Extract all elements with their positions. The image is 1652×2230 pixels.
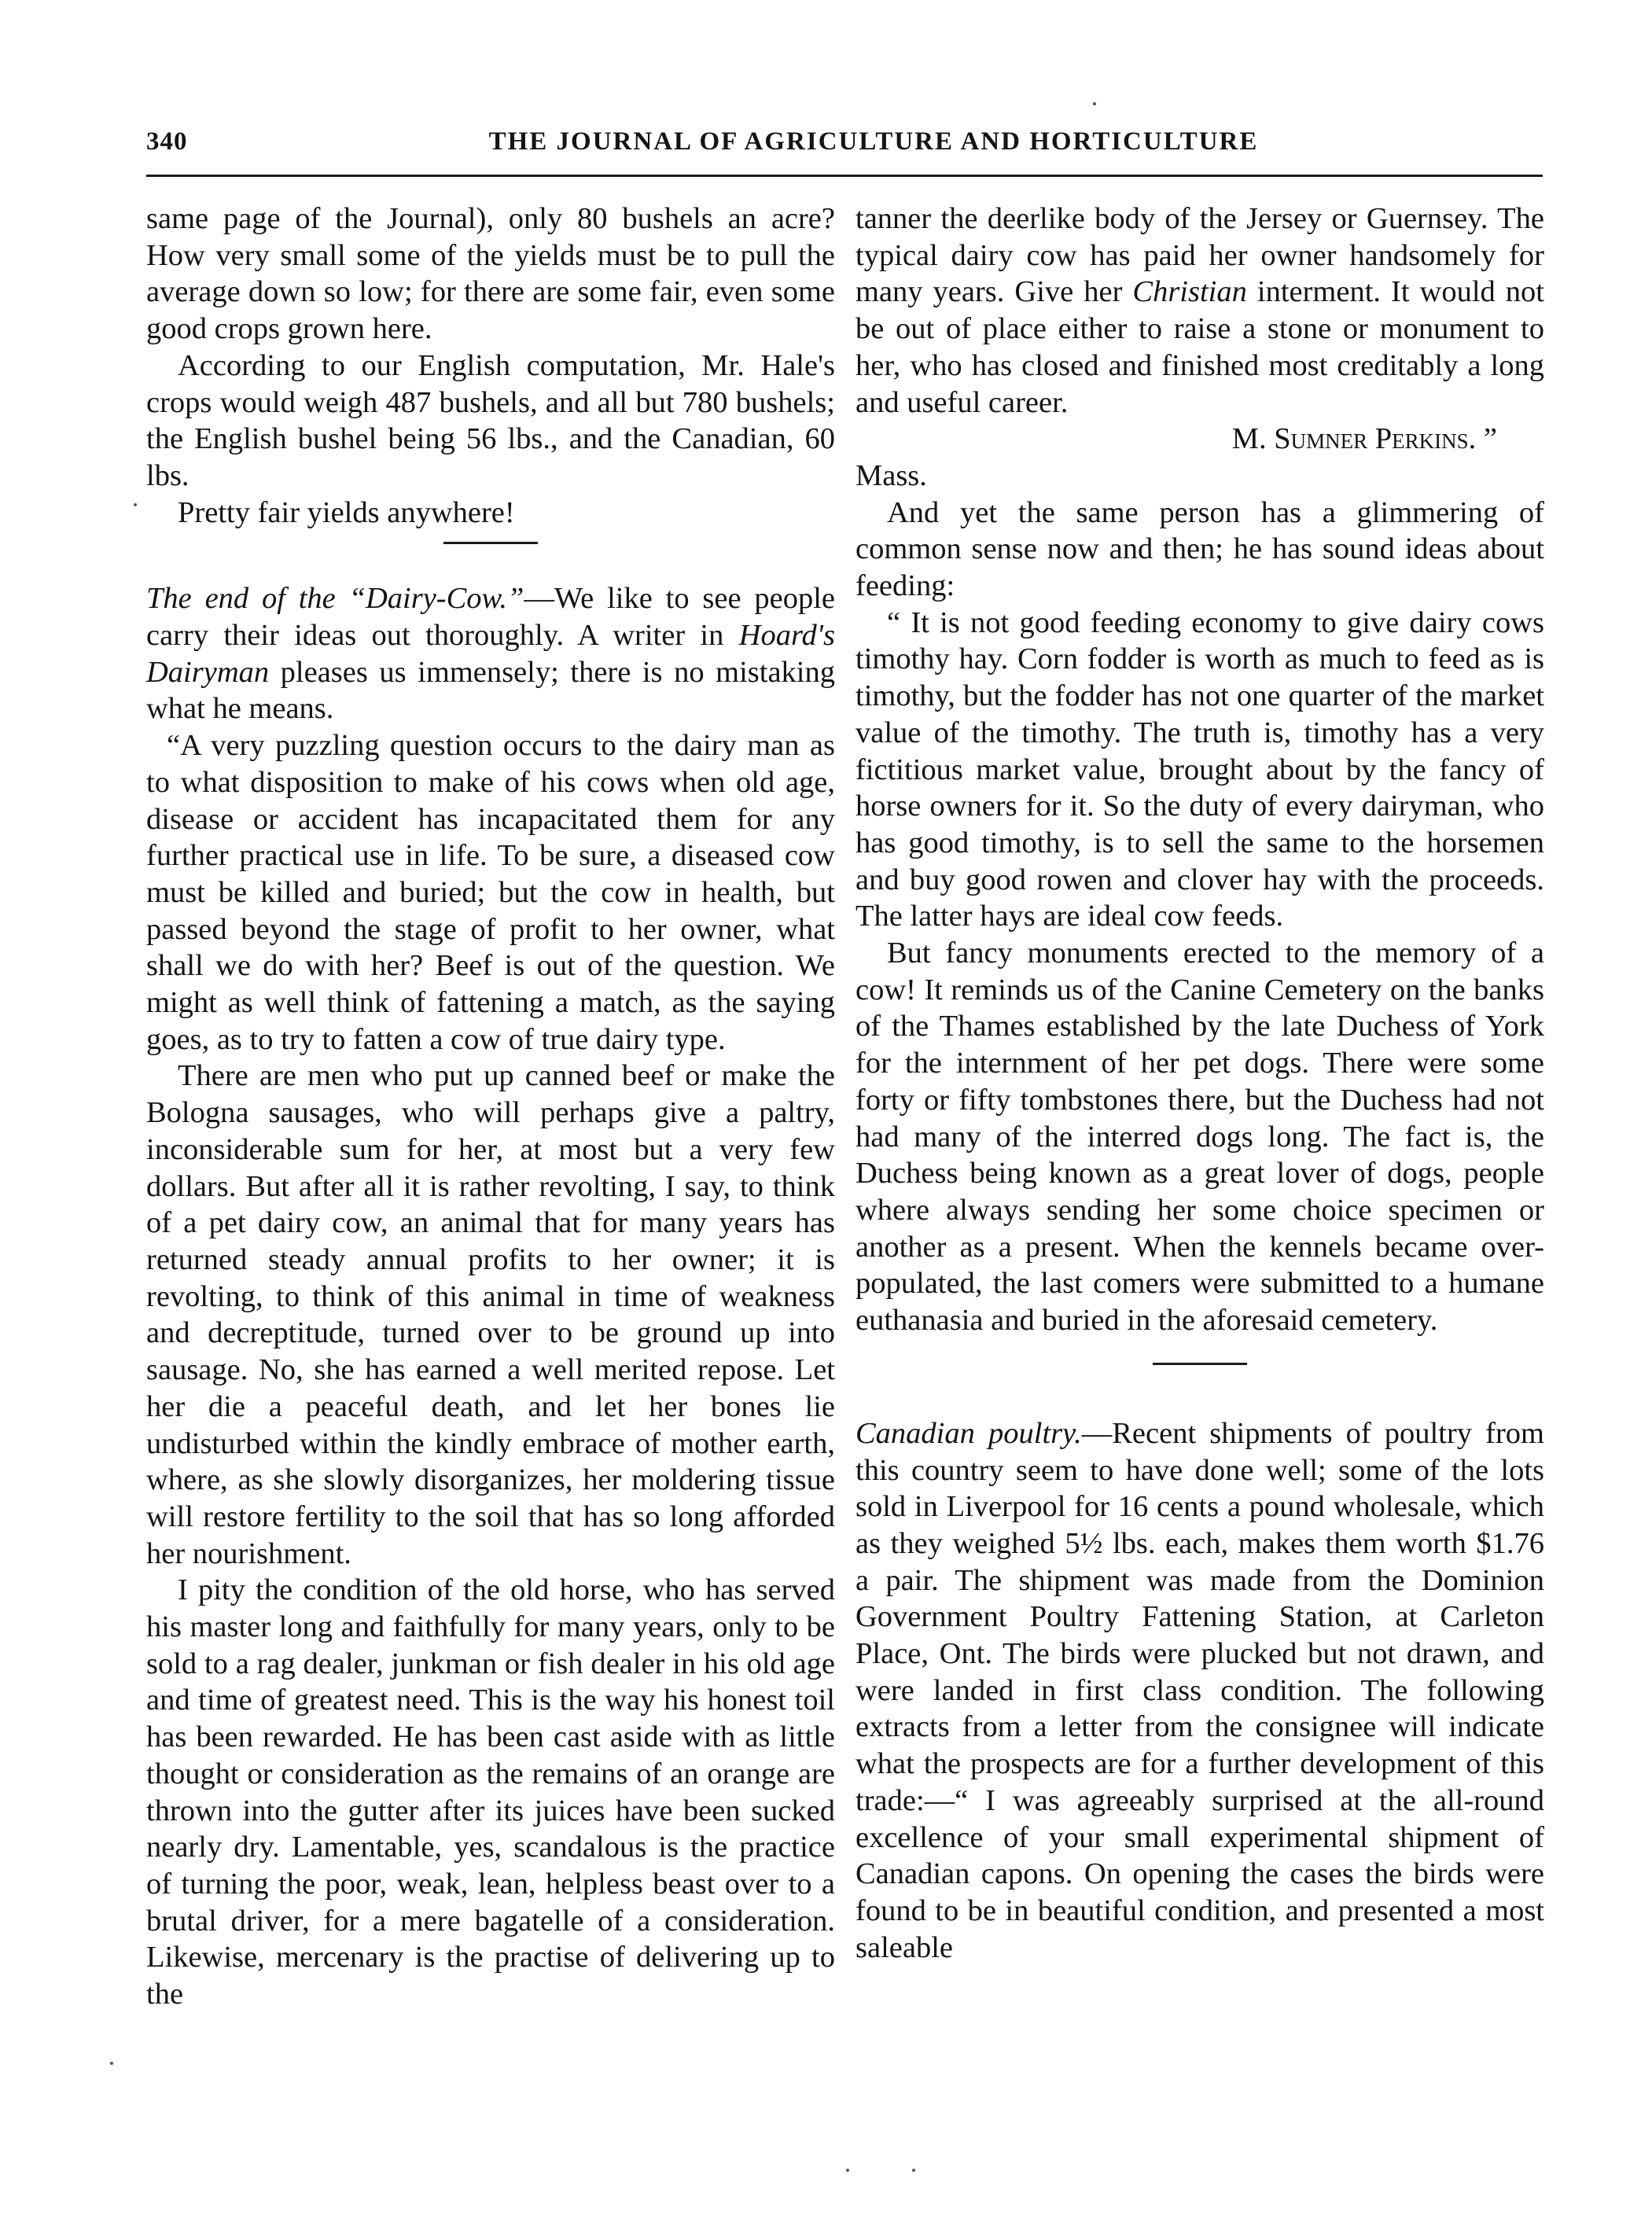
article-heading: The end of the “Dairy-Cow.” (146, 582, 524, 616)
print-speck (1093, 102, 1096, 105)
paragraph: same page of the Journal), only 80 bushels an acre? How very small some of the yields must be to pull the average down so low; for there are some fair, even some good crops grown here. (146, 202, 835, 346)
paragraph-text: —We like to see people carry their ideas out thoroughly. A writer in (146, 582, 835, 653)
right-column (855, 201, 1544, 1966)
header-rule (146, 175, 1543, 177)
page-header (146, 127, 1543, 175)
print-speck (134, 503, 137, 506)
paragraph-text: interment. It would not be out of place either to raise a stone or monument to her, who has closed and finished most creditably a long and useful career. (855, 275, 1544, 419)
paragraph: Pretty fair yields anywhere! (178, 495, 515, 529)
section-divider (1153, 1363, 1247, 1365)
paragraph-text: —Recent shipments of poultry from this country seem to have done well; some of the lots sold in Liverpool for 16 cents a pound wholesale, which as they weighed 5½ lbs. each, makes them worth $1.76 a pair. The shipment was made from the Dominion Government Poultry Fattening Station, at Carleton Place, Ont. The birds were plucked but not drawn, and were landed in first class condition. The following extracts from a letter from the consignee will indicate what the prospects are for a further development of this trade:—“ I was agreeably surprised at the all-round excellence of your small experimental shipment of Canadian capons. On opening the cases the birds were found to be in beautiful condition, and presented a most saleable (855, 1416, 1545, 1964)
paragraph-text: tanner the deerlike body of the Jersey or Guernsey. The typical dairy cow has paid her owner handsomely for many years. Give her (855, 202, 1544, 309)
paragraph: There are men who put up canned beef or make the Bologna sausages, who will perhaps give a paltry, inconsiderable sum for her, at most but a very few dollars. But after all it is rather revolting, I say, to think of a pet dairy cow, an animal that for many years has returned steady annual profits to her owner; it is revolting, to think of this animal in time of weakness and decreptitude, turned over to be ground up into sausage. No, she has earned a well merited repose. Let her die a peaceful death, and let her bones lie undisturbed within the kindly embrace of mother earth, where, as she slowly disorganizes, her moldering tissue will restore fertility to the soil that has so long afforded her nourishment. (146, 1059, 835, 1570)
paragraph: According to our English computation, Mr. Hale's crops would weigh 487 bushels, and all but 780 bushels; the English bushel being 56 lbs., and the Canadian, 60 lbs. (146, 348, 835, 492)
print-speck (110, 2062, 113, 2065)
quoted-paragraph: “A very puzzling question occurs to the dairy man as to what disposition to make of his cows when old age, disease or accident has incapacitated them for any further practical use in life. To be sure, a diseased cow must be killed and buried; but the cow in health, but passed beyond the stage of profit to her owner, what shall we do with her? Beef is out of the question. We might as well think of fattening a match, as the saying goes, as to try to fatten a cow of true dairy type. (146, 729, 835, 1056)
left-column (146, 201, 835, 2013)
signature: M. Sumner Perkins. ” (1231, 422, 1497, 456)
article-heading: Canadian poultry. (855, 1416, 1082, 1450)
print-speck (846, 2169, 849, 2172)
paragraph: But fancy monuments erected to the memory of a cow! It reminds us of the Canine Cemetery on the banks of the Thames established by the late Duchess of York for the internment of her pet dogs. There were some forty or fifty tombstones there, but the Duchess had not had many of the interred dogs long. The fact is, the Duchess being known as a great lover of dogs, people where always sending her some choice specimen or another as a present. When the kennels became over-populated, the last comers were submitted to a humane euthanasia and buried in the aforesaid cemetery. (855, 937, 1544, 1338)
paragraph (855, 201, 1544, 421)
section-divider (443, 542, 538, 544)
article-paragraph (855, 1415, 1544, 1967)
paragraph-text: pleases us immensely; there is no mistaking what he means. (146, 655, 835, 726)
running-title: THE JOURNAL OF AGRICULTURE AND HORTICULTURE (488, 127, 1259, 156)
page-number: 340 (146, 127, 188, 156)
paragraph: I pity the condition of the old horse, who has served his master long and faithfully for many years, only to be sold to a rag dealer, junkman or fish dealer in his old age and time of greatest need. This is the way his honest toil has been rewarded. He has been cast aside with as little thought or consideration as the remains of an orange are thrown into the gutter after its juices have been sucked nearly dry. Lamentable, yes, scandalous is the practice of turning the poor, weak, lean, helpless beast over to a brutal driver, for a mere bagatelle of a consideration. Likewise, mercenary is the practise of delivering up to the (146, 1573, 835, 2011)
article-paragraph (146, 580, 835, 727)
emphasis-text: Christian (1132, 275, 1247, 309)
publication-name: Hoard's Dairyman (146, 619, 835, 689)
quoted-paragraph: “ It is not good feeding economy to give dairy cows timothy hay. Corn fodder is worth as much to feed as is timothy, but the fodder has not one quarter of the market value of the timothy. The truth is, timothy has a very fictitious market value, brought about by the fancy of horse owners for it. So the duty of every dairyman, who has good timothy, is to sell the same to the horsemen and buy good rowen and clover hay with the proceeds. The latter hays are ideal cow feeds. (855, 605, 1544, 933)
paragraph: And yet the same person has a glimmering of common sense now and then; he has sound ideas about feeding: (855, 495, 1544, 603)
print-speck (912, 2169, 915, 2172)
place-line: Mass. (855, 458, 927, 492)
